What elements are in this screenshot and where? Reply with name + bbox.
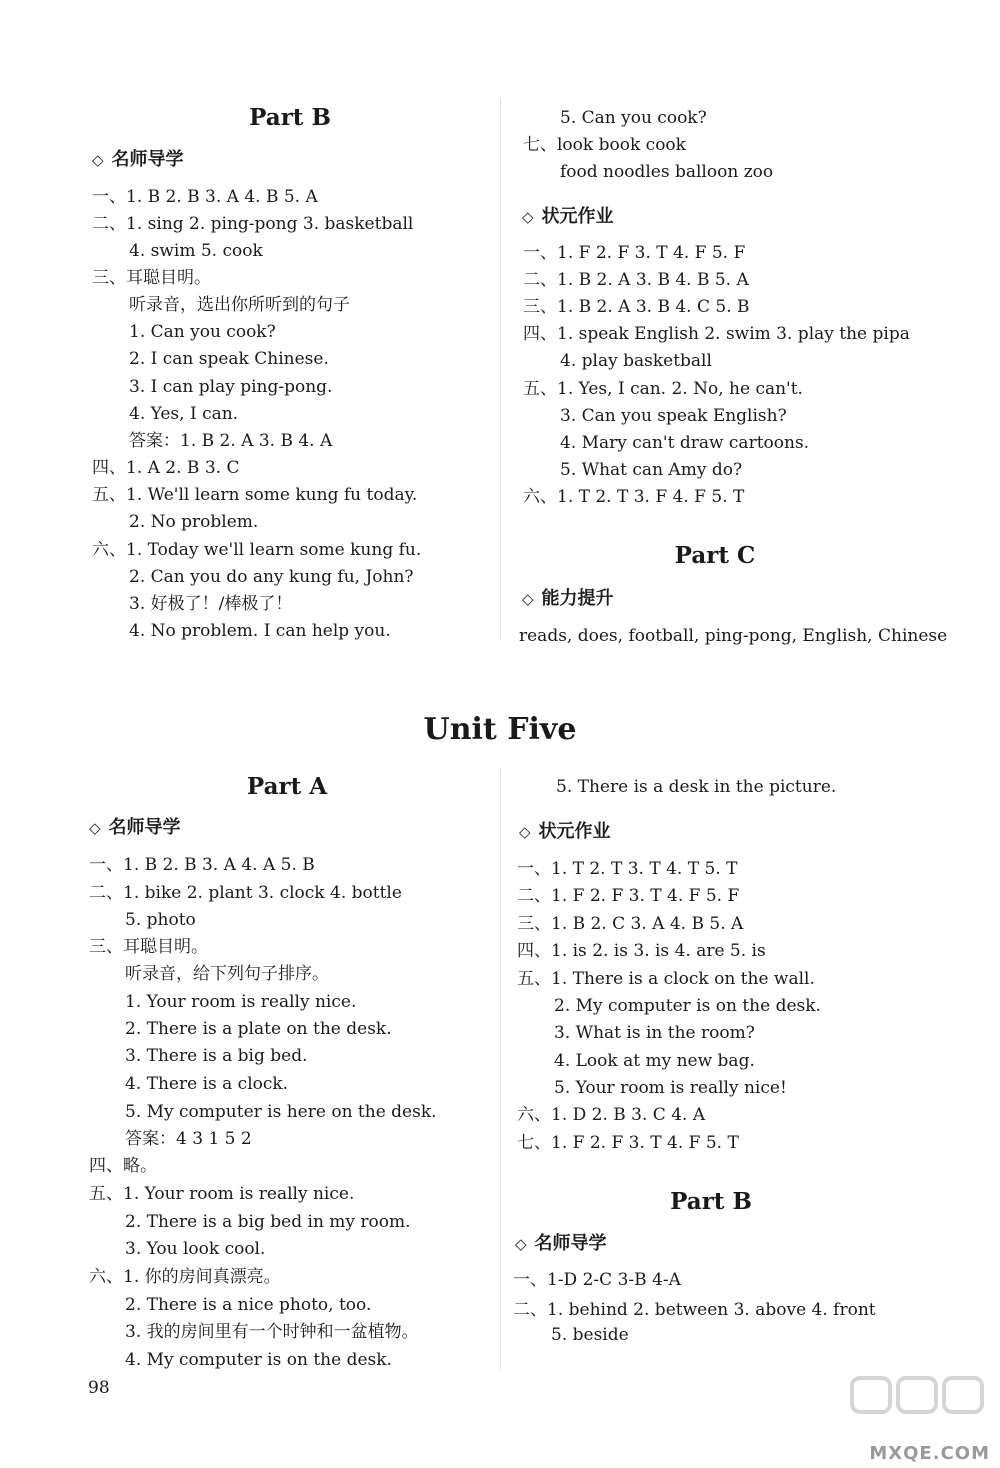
answer-line: 4. There is a clock. xyxy=(125,1074,289,1094)
answer-line: 2. There is a nice photo, too. xyxy=(125,1295,372,1315)
answer-line: 答案：1. B 2. A 3. B 4. A xyxy=(129,431,333,451)
answer-line: 一、1. F 2. F 3. T 4. F 5. F xyxy=(523,243,746,263)
answer-line: 三、1. B 2. C 3. A 4. B 5. A xyxy=(517,914,744,934)
section-heading: ◇ 能力提升 xyxy=(522,588,614,609)
watermark-text: MXQE.COM xyxy=(869,1443,990,1464)
answer-line: 七、1. F 2. F 3. T 4. F 5. T xyxy=(517,1133,739,1153)
answer-line: 二、1. behind 2. between 3. above 4. front xyxy=(513,1300,876,1320)
section-heading: ◇ 状元作业 xyxy=(519,821,611,842)
answer-line: 五、1. Yes, I can. 2. No, he can't. xyxy=(523,379,803,399)
diamond-icon: ◇ xyxy=(92,151,104,169)
column-divider-bottom xyxy=(500,770,501,1370)
diamond-icon: ◇ xyxy=(522,208,534,226)
answer-line: 5. What can Amy do? xyxy=(560,460,743,480)
answer-line: 三、1. B 2. A 3. B 4. C 5. B xyxy=(523,297,750,317)
answer-line: 4. Yes, I can. xyxy=(129,404,239,424)
answer-line: 5. beside xyxy=(551,1325,629,1345)
part-b-title-top: Part B xyxy=(249,104,331,131)
answer-line: 5. There is a desk in the picture. xyxy=(556,777,837,797)
unit-title: Unit Five xyxy=(423,712,577,747)
answer-line: 一、1-D 2-C 3-B 4-A xyxy=(513,1270,681,1290)
answer-line: 一、1. B 2. B 3. A 4. A 5. B xyxy=(89,855,315,875)
answer-line: 五、1. We'll learn some kung fu today. xyxy=(92,485,418,505)
answer-line: 五、1. Your room is really nice. xyxy=(89,1184,355,1204)
page-number: 98 xyxy=(88,1378,110,1398)
diamond-icon: ◇ xyxy=(89,819,101,837)
answer-line: 一、1. B 2. B 3. A 4. B 5. A xyxy=(92,187,318,207)
section-heading: ◇ 状元作业 xyxy=(522,206,614,227)
answer-line: 四、1. is 2. is 3. is 4. are 5. is xyxy=(517,941,766,961)
answer-line: 1. Can you cook? xyxy=(129,322,276,342)
answer-line: 4. swim 5. cook xyxy=(129,241,263,261)
answer-line: 六、1. 你的房间真漂亮。 xyxy=(89,1267,281,1287)
answer-line: 七、look book cook xyxy=(523,135,686,155)
answer-line: 听录音，给下列句子排序。 xyxy=(125,964,329,984)
answer-line: 四、略。 xyxy=(89,1156,157,1176)
answer-line: reads, does, football, ping-pong, English, Chinese xyxy=(519,626,948,646)
answer-line: 四、1. speak English 2. swim 3. play the pipa xyxy=(523,324,910,344)
column-divider-top xyxy=(500,100,501,640)
answer-line: 四、1. A 2. B 3. C xyxy=(92,458,240,478)
section-heading: ◇ 名师导学 xyxy=(515,1233,607,1254)
answer-line: 4. My computer is on the desk. xyxy=(125,1350,392,1370)
answer-line: 2. No problem. xyxy=(129,512,259,532)
part-c-title: Part C xyxy=(674,542,756,569)
watermark-logo xyxy=(842,1372,992,1442)
answer-line: 五、1. There is a clock on the wall. xyxy=(517,969,815,989)
answer-line: 3. 我的房间里有一个时钟和一盆植物。 xyxy=(125,1322,419,1342)
answer-line: 三、耳聪目明。 xyxy=(89,937,208,957)
answer-line: 二、1. bike 2. plant 3. clock 4. bottle xyxy=(89,883,402,903)
answer-line: 三、耳聪目明。 xyxy=(92,268,211,288)
answer-line: 5. Can you cook? xyxy=(560,108,707,128)
answer-line: 2. My computer is on the desk. xyxy=(554,996,821,1016)
answer-line: 3. I can play ping-pong. xyxy=(129,377,333,397)
answer-line: 2. Can you do any kung fu, John? xyxy=(129,567,414,587)
answer-line: 六、1. Today we'll learn some kung fu. xyxy=(92,540,422,560)
answer-line: 听录音，选出你所听到的句子 xyxy=(129,295,350,315)
answer-line: 3. There is a big bed. xyxy=(125,1046,308,1066)
diamond-icon: ◇ xyxy=(522,590,534,608)
answer-line: 3. What is in the room? xyxy=(554,1023,755,1043)
answer-line: 一、1. T 2. T 3. T 4. T 5. T xyxy=(517,859,738,879)
answer-line: 六、1. D 2. B 3. C 4. A xyxy=(517,1105,706,1125)
answer-line: 4. No problem. I can help you. xyxy=(129,621,391,641)
answer-line: 5. photo xyxy=(125,910,196,930)
answer-line: 5. My computer is here on the desk. xyxy=(125,1102,437,1122)
answer-line: 1. Your room is really nice. xyxy=(125,992,357,1012)
answer-line: 4. Look at my new bag. xyxy=(554,1051,755,1071)
answer-line: 2. There is a big bed in my room. xyxy=(125,1212,411,1232)
answer-line: food noodles balloon zoo xyxy=(560,162,774,182)
part-a-title: Part A xyxy=(246,773,328,800)
answer-line: 二、1. sing 2. ping-pong 3. basketball xyxy=(92,214,414,234)
answer-line: 4. Mary can't draw cartoons. xyxy=(560,433,810,453)
diamond-icon: ◇ xyxy=(519,823,531,841)
answer-line: 2. I can speak Chinese. xyxy=(129,349,329,369)
part-b-title-bottom: Part B xyxy=(670,1188,752,1215)
diamond-icon: ◇ xyxy=(515,1235,527,1253)
answer-line: 六、1. T 2. T 3. F 4. F 5. T xyxy=(523,487,745,507)
answer-line: 3. 好极了！/棒极了！ xyxy=(129,594,293,614)
answer-line: 二、1. B 2. A 3. B 4. B 5. A xyxy=(523,270,749,290)
answer-line: 3. You look cool. xyxy=(125,1239,266,1259)
answer-line: 3. Can you speak English? xyxy=(560,406,787,426)
section-heading: ◇ 名师导学 xyxy=(92,149,184,170)
answer-line: 二、1. F 2. F 3. T 4. F 5. F xyxy=(517,886,740,906)
answer-line: 答案：4 3 1 5 2 xyxy=(125,1129,252,1149)
answer-line: 2. There is a plate on the desk. xyxy=(125,1019,392,1039)
answer-line: 5. Your room is really nice! xyxy=(554,1078,787,1098)
section-heading: ◇ 名师导学 xyxy=(89,817,181,838)
answer-line: 4. play basketball xyxy=(560,351,712,371)
